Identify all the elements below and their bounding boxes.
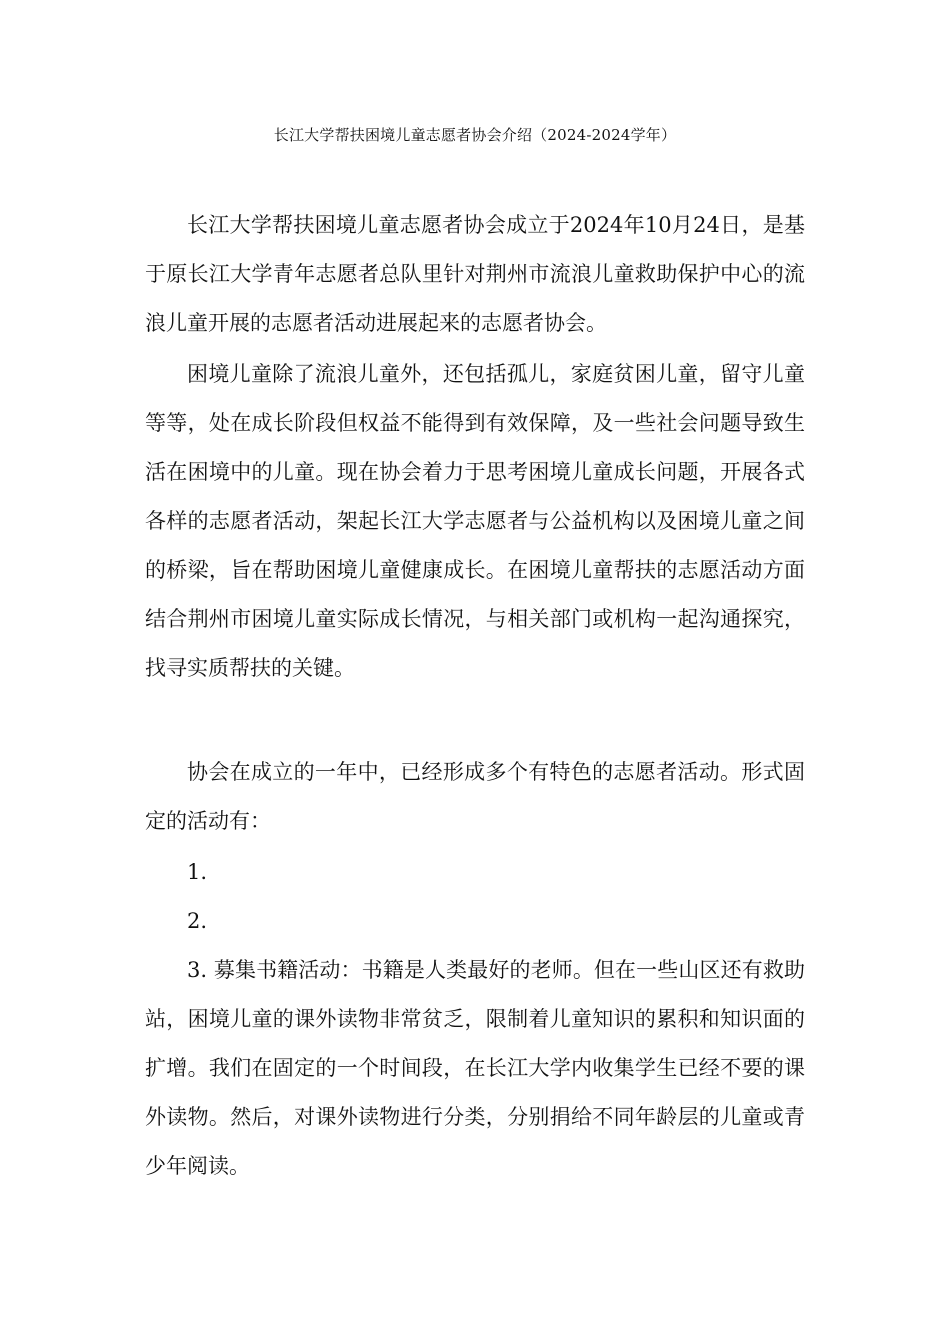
- paragraph-founding: 长江大学帮扶困境儿童志愿者协会成立于2024年10月24日，是基于原长江大学青年志愿者总队里针对荆州市流浪儿童救助保护中心的流浪儿童开展的志愿者活动进展起来的志愿者协会。: [145, 213, 805, 335]
- paragraph-activities-intro: 协会在成立的一年中，已经形成多个有特色的志愿者活动。形式固定的活动有：: [145, 760, 805, 833]
- list-item-3-book-drive: 3. 募集书籍活动：书籍是人类最好的老师。但在一些山区还有救助站，困境儿童的课外读物非常贫乏，限制着儿童知识的累积和知识面的扩增。我们在固定的一个时间段，在长江大学内收集学生已经不要的课外读物。然后，对课外读物进行分类，分别捐给不同年龄层的儿童或青少年阅读。: [145, 958, 805, 1178]
- paragraph-scope: 困境儿童除了流浪儿童外，还包括孤儿，家庭贫困儿童，留守儿童等等，处在成长阶段但权益不能得到有效保障，及一些社会问题导致生活在困境中的儿童。现在协会着力于思考困境儿童成长问题，开展各式各样的志愿者活动，架起长江大学志愿者与公益机构以及困境儿童之间的桥梁，旨在帮助困境儿童健康成长。在困境儿童帮扶的志愿活动方面结合荆州市困境儿童实际成长情况，与相关部门或机构一起沟通探究，找寻实质帮扶的关键。: [145, 362, 805, 680]
- document-title: 长江大学帮扶困境儿童志愿者协会介绍（2024-2024学年）: [273, 126, 677, 144]
- list-item-2: 2.: [187, 909, 208, 933]
- list-item-1: 1.: [187, 860, 208, 884]
